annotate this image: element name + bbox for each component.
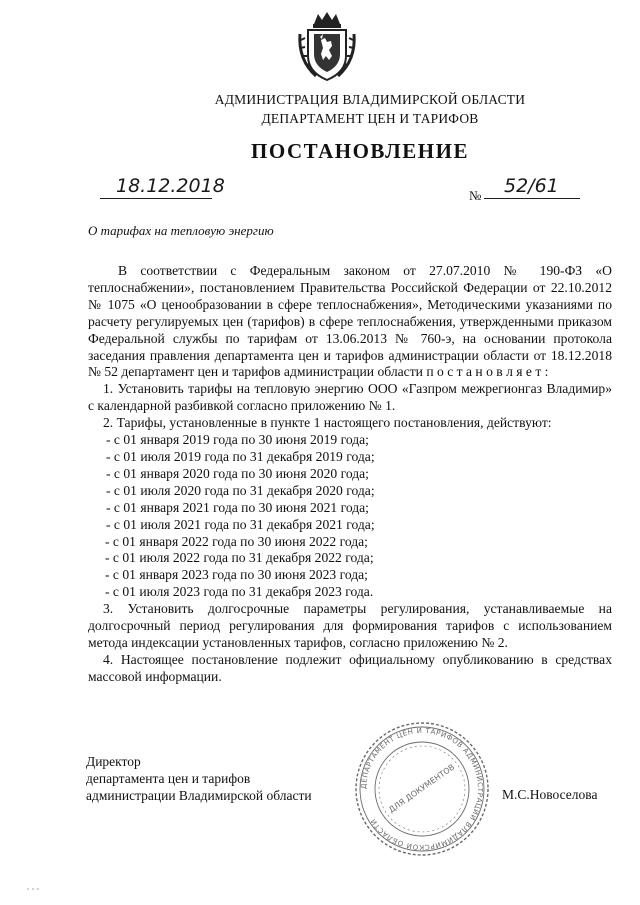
period-item: - с 01 января 2020 года по 30 июня 2020 года;: [106, 465, 369, 481]
period-item: - с 01 января 2023 года по 30 июня 2023 года;: [105, 567, 368, 583]
date-underline: [100, 198, 212, 199]
signer-position-line-1: Директор: [86, 754, 141, 769]
number-sign: №: [469, 188, 482, 203]
seal-outer-text: ДЕПАРТАМЕНТ ЦЕН И ТАРИФОВ АДМИНИСТРАЦИИ ВЛАДИМИРСКОЙ ОБЛАСТИ: [359, 726, 485, 852]
period-item: - с 01 января 2019 года по 30 июня 2019 года;: [106, 432, 369, 448]
period-item: - с 01 июля 2022 года по 31 декабря 2022 года;: [105, 550, 374, 566]
seal-inner-text: ДЛЯ ДОКУМЕНТОВ: [387, 762, 457, 815]
preamble-paragraph: В соответствии с Федеральным законом от 27.07.2010 № 190-ФЗ «О теплоснабжении», постановлением Правительства Российской Федерации от 22.10.2012 № 1075 «О ценообразовании в сфере теплоснабжения», Методическими указаниями по расчету регулируемых цен (тарифов) в сфере теплоснабжения, утвержденными приказом Федеральной службы по тарифам от 13.06.2013 № 760-э, на основании протокола заседания правления департамента цен и тарифов администрации области от 18.12.2018 № 52 департамент цен и тарифов администрации области п о с т а н о в л я е т :: [88, 263, 612, 380]
number-underline: [484, 198, 580, 199]
item-3-paragraph: 3. Установить долгосрочные параметры регулирования, устанавливаемые на долгосрочный период регулирования для формирования тарифов с использованием метода индексации установленных тарифов, согласно приложению № 2.: [88, 601, 612, 650]
document-subject: О тарифах на тепловую энергию: [88, 223, 274, 238]
official-seal-icon: [352, 719, 492, 859]
period-item: - с 01 июля 2023 года по 31 декабря 2023 года.: [105, 584, 374, 600]
signer-position-line-3: администрации Владимирской области: [86, 788, 312, 803]
item-4-paragraph: 4. Настоящее постановление подлежит официальному опубликованию в средствах массовой информации.: [88, 651, 612, 684]
period-item: - с 01 января 2022 года по 30 июня 2022 года;: [105, 533, 368, 549]
coat-of-arms-icon: [296, 10, 358, 82]
document-date: 18.12.2018: [116, 175, 225, 197]
scan-marks: [26, 887, 40, 891]
period-item: - с 01 июля 2021 года по 31 декабря 2021 года;: [106, 516, 375, 532]
period-item: - с 01 января 2021 года по 30 июня 2021 года;: [106, 499, 369, 515]
department-name: ДЕПАРТАМЕНТ ЦЕН И ТАРИФОВ: [261, 111, 479, 126]
period-item: - с 01 июля 2019 года по 31 декабря 2019 года;: [106, 448, 375, 464]
signature-block: [86, 753, 312, 804]
document-type-title: ПОСТАНОВЛЕНИЕ: [251, 139, 469, 163]
item-2-paragraph: 2. Тарифы, установленные в пункте 1 настоящего постановления, действуют:: [103, 415, 552, 431]
signer-name: М.С.Новоселова: [502, 787, 598, 802]
signer-position-line-2: департамента цен и тарифов: [86, 771, 251, 786]
document-body: [88, 263, 612, 686]
document-number: 52/61: [504, 175, 559, 197]
administration-name: АДМИНИСТРАЦИЯ ВЛАДИМИРСКОЙ ОБЛАСТИ: [214, 92, 526, 107]
period-item: - с 01 июля 2020 года по 31 декабря 2020 года;: [106, 482, 375, 498]
item-1-paragraph: 1. Установить тарифы на тепловую энергию ООО «Газпром межрегионгаз Владимир» с календарной разбивкой согласно приложению № 1.: [88, 381, 612, 414]
